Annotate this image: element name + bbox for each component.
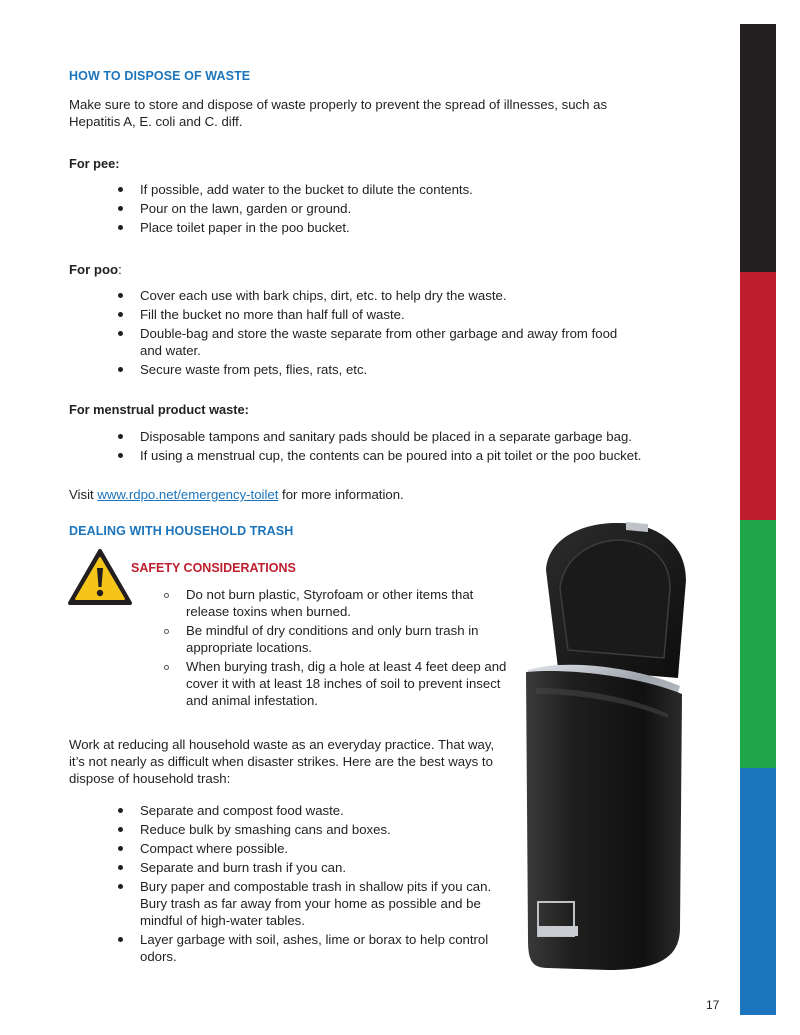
bullet-icon: [118, 827, 123, 832]
trash-list: [118, 802, 518, 967]
visit-line: Visit www.rdpo.net/emergency-toilet for more information.: [69, 487, 404, 502]
bullet-icon: [118, 865, 123, 870]
list-item: When burying trash, dig a hole at least 4 feet deep and cover it with at least 18 inches of soil to prevent insect and animal infestation.: [160, 658, 520, 709]
bullet-icon: [164, 593, 169, 598]
list-item: Separate and burn trash if you can.: [118, 859, 518, 876]
list-item: Fill the bucket no more than half full of waste.: [118, 306, 638, 323]
pee-list: [118, 181, 678, 238]
list-item: Place toilet paper in the poo bucket.: [118, 219, 678, 236]
side-color-bar-blue: [740, 768, 776, 1015]
pee-label: For pee:: [69, 156, 120, 171]
side-color-bar-black: [740, 24, 776, 272]
list-item: Separate and compost food waste.: [118, 802, 518, 819]
bullet-icon: [118, 225, 123, 230]
bullet-icon: [164, 665, 169, 670]
trash-intro: Work at reducing all household waste as an everyday practice. That way, it’s not nearly as difficult when disaster strikes. Here are the best ways to dispose of household trash:: [69, 737, 495, 786]
list-item: If possible, add water to the bucket to dilute the contents.: [118, 181, 678, 198]
trash-can-illustration: [508, 518, 698, 976]
list-item: Compact where possible.: [118, 840, 518, 857]
list-item: Disposable tampons and sanitary pads should be placed in a separate garbage bag.: [118, 428, 698, 445]
bullet-icon: [118, 312, 123, 317]
bullet-icon: [118, 884, 123, 889]
bullet-icon: [118, 293, 123, 298]
safety-list: [160, 586, 520, 711]
list-item: Pour on the lawn, garden or ground.: [118, 200, 678, 217]
menstrual-label: For menstrual product waste:: [69, 402, 249, 417]
safety-title: SAFETY CONSIDERATIONS: [131, 561, 296, 575]
list-item: If using a menstrual cup, the contents can be poured into a pit toilet or the poo bucket.: [118, 447, 698, 464]
list-item: Reduce bulk by smashing cans and boxes.: [118, 821, 518, 838]
bullet-icon: [164, 629, 169, 634]
list-item: Be mindful of dry conditions and only burn trash in appropriate locations.: [160, 622, 520, 656]
side-color-bar-green: [740, 520, 776, 768]
menstrual-list: [118, 428, 698, 466]
bullet-icon: [118, 434, 123, 439]
list-item: Secure waste from pets, flies, rats, etc.: [118, 361, 638, 378]
page-number: 17: [706, 998, 720, 1012]
bullet-icon: [118, 187, 123, 192]
waste-intro: Make sure to store and dispose of waste properly to prevent the spread of illnesses, such as Hepatitis A, E. coli and C. diff.: [69, 97, 608, 129]
poo-label-line: For poo:: [69, 262, 122, 277]
list-item: Layer garbage with soil, ashes, lime or borax to help control odors.: [118, 931, 518, 965]
bullet-icon: [118, 453, 123, 458]
list-item: Double-bag and store the waste separate from other garbage and away from food and water.: [118, 325, 638, 359]
warning-triangle-icon: [68, 548, 132, 606]
bullet-icon: [118, 206, 123, 211]
bullet-icon: [118, 937, 123, 942]
bullet-icon: [118, 808, 123, 813]
side-color-bar-red: [740, 272, 776, 520]
bullet-icon: [118, 331, 123, 336]
bullet-icon: [118, 367, 123, 372]
poo-label: For poo: [69, 262, 119, 277]
trash-heading: DEALING WITH HOUSEHOLD TRASH: [69, 524, 294, 538]
list-item: Cover each use with bark chips, dirt, etc. to help dry the waste.: [118, 287, 638, 304]
waste-heading: HOW TO DISPOSE OF WASTE: [69, 69, 251, 83]
poo-list: [118, 287, 638, 380]
list-item: Do not burn plastic, Styrofoam or other items that release toxins when burned.: [160, 586, 520, 620]
emergency-toilet-link[interactable]: www.rdpo.net/emergency-toilet: [97, 487, 279, 502]
list-item: Bury paper and compostable trash in shallow pits if you can. Bury trash as far away from your home as possible and be mindful of high-water tables.: [118, 878, 500, 929]
bullet-icon: [118, 846, 123, 851]
